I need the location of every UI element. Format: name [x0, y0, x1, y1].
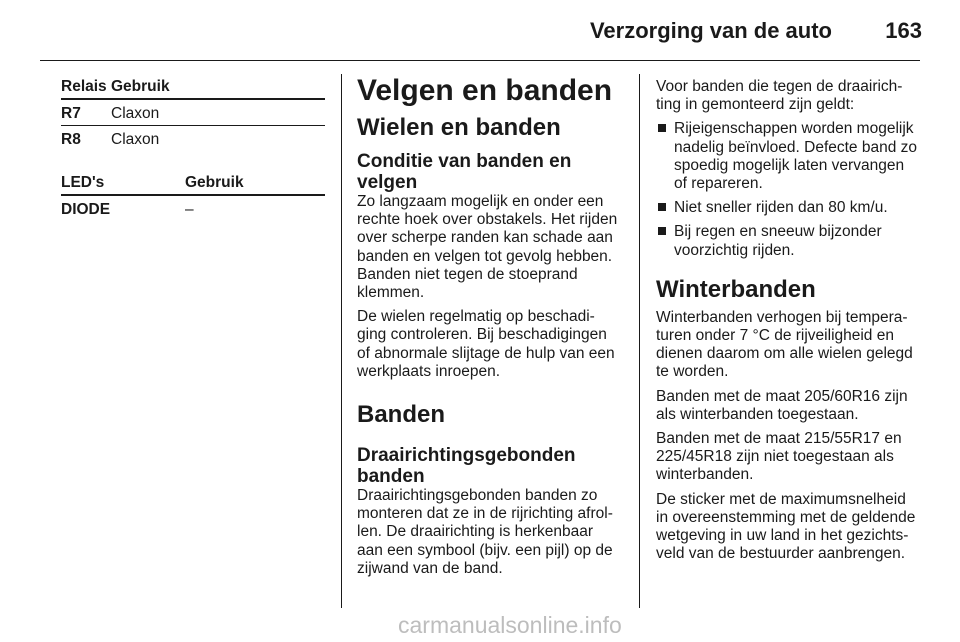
column-divider-left	[341, 74, 342, 608]
column-divider-right	[639, 74, 640, 608]
right-column	[656, 78, 922, 563]
left-column	[61, 78, 325, 221]
paragraph-conditie-1: Zo langzaam mogelijk en onder een rechte hoek over obstakels. Het rijden over scherpe randen kan schade aan banden en velgen tot gevolg hebben. Banden niet tegen de stoeprand klemmen.	[357, 193, 618, 302]
paragraph-winter-2: Banden met de maat 205/60R16 zijn als winterbanden toegestaan.	[656, 387, 908, 423]
middle-column	[357, 74, 623, 578]
watermark: carmanualsonline.info	[398, 612, 622, 638]
bullet-square-icon	[658, 124, 666, 132]
table-row	[61, 126, 325, 151]
bullet-list	[656, 120, 922, 259]
led-table-header	[61, 174, 325, 196]
relay-header-gebruik: Gebruik	[111, 78, 170, 95]
page-number: 163	[885, 18, 922, 43]
heading-draairichting: Draairichtingsgebonden banden	[357, 445, 576, 488]
led-table	[61, 174, 325, 221]
list-item: Niet sneller rijden dan 80 km/u.	[656, 199, 922, 217]
paragraph-winter-3: Banden met de maat 215/55R17 en 225/45R18 zijn niet toegestaan als winterbanden.	[656, 430, 902, 484]
header-rule	[40, 60, 920, 61]
heading-banden: Banden	[357, 401, 446, 429]
led-header-gebruik: Gebruik	[185, 174, 244, 191]
table-row	[61, 196, 325, 221]
led-id: DIODE	[61, 201, 111, 218]
bullet-square-icon	[658, 227, 666, 235]
relay-header-relais: Relais	[61, 78, 107, 95]
paragraph-intro: Voor banden die tegen de draairich- ting in gemonteerd zijn geldt:	[656, 78, 903, 114]
relay-table	[61, 78, 325, 151]
page-title: Verzorging van de auto	[589, 18, 832, 43]
relay-use: Claxon	[111, 131, 160, 148]
list-item: Bij regen en sneeuw bijzonder voorzichtig rijden.	[656, 223, 922, 259]
heading-conditie: Conditie van banden en velgen	[357, 151, 572, 193]
relay-table-header	[61, 78, 325, 100]
paragraph-winter-4: De sticker met de maximumsnelheid in overeenstemming met de geldende wetgeving in uw land in het gezichts- veld van de bestuurder aanbrengen.	[656, 490, 916, 563]
heading-winterbanden: Winterbanden	[656, 275, 816, 303]
relay-id: R7	[61, 105, 81, 122]
paragraph-winter-1: Winterbanden verhogen bij tempera- turen onder 7 °C de rijveiligheid en dienen daarom om alle wielen gelegd te worden.	[656, 308, 913, 381]
led-header-leds: LED's	[61, 174, 105, 191]
led-use: –	[185, 201, 194, 218]
list-item: Rijeigenschappen worden mogelijk nadelig beïnvloed. Defecte band zo spoedig mogelijk laten vervangen of repareren.	[656, 120, 922, 193]
heading-wielen-en-banden: Wielen en banden	[357, 114, 561, 141]
table-row	[61, 100, 325, 126]
relay-use: Claxon	[111, 105, 160, 122]
bullet-square-icon	[658, 203, 666, 211]
relay-id: R8	[61, 131, 81, 148]
paragraph-conditie-2: De wielen regelmatig op beschadi- ging controleren. Bij beschadigingen of abnormale slijtage de hulp van een werkplaats inroepen.	[357, 308, 615, 380]
page-header	[0, 0, 960, 62]
paragraph-draairichting: Draairichtingsgebonden banden zo monteren dat ze in de rijrichting afrol- len. De draairichting is herkenbaar aan een symbool (bijv. een pijl) op de zijwand van de band.	[357, 487, 613, 577]
heading-velgen-en-banden: Velgen en banden	[357, 74, 613, 107]
